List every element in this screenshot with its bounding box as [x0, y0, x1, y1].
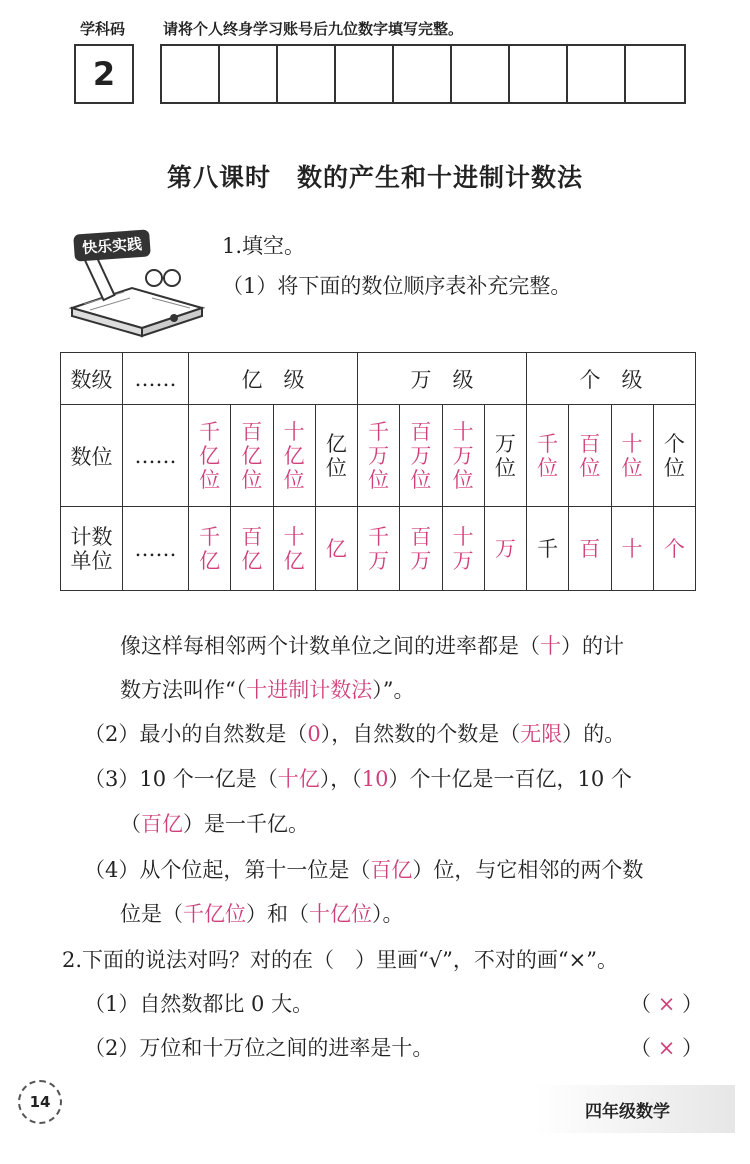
unit-cell: 十万 — [442, 507, 484, 591]
q2-label: 2.下面的说法对吗？对的在（ ）里画“√”，不对的画“×”。 — [62, 948, 618, 972]
q2-item-2-answer[interactable]: （ × ） — [630, 1036, 703, 1060]
q2-item-1-answer[interactable]: （ × ） — [630, 992, 703, 1016]
digit-box[interactable] — [510, 46, 568, 102]
ellipsis-cell: …… — [123, 507, 189, 591]
unit-cell: 千 — [527, 507, 569, 591]
position-cell: 百亿位 — [231, 405, 273, 507]
position-cell: 千位 — [527, 405, 569, 507]
level-cell: 万 级 — [358, 353, 527, 405]
ellipsis-cell: …… — [123, 353, 189, 405]
position-cell: 十亿位 — [273, 405, 315, 507]
account-digit-boxes[interactable] — [160, 44, 686, 104]
row-label: 数位 — [61, 405, 123, 507]
row-label: 数级 — [61, 353, 123, 405]
place-value-table — [60, 352, 696, 591]
digit-box[interactable] — [162, 46, 220, 102]
position-cell: 十万位 — [442, 405, 484, 507]
row-label: 计数单位 — [61, 507, 123, 591]
q2-item-2: （2）万位和十万位之间的进率是十。 — [84, 1036, 434, 1060]
position-cell: 百万位 — [400, 405, 442, 507]
position-cell: 亿位 — [315, 405, 357, 507]
digit-box[interactable] — [568, 46, 626, 102]
q1-sub1-text: （1）将下面的数位顺序表补充完整。 — [222, 274, 572, 298]
answer-smallest-natural[interactable]: 0 — [307, 722, 321, 746]
digit-box[interactable] — [394, 46, 452, 102]
q1-sub4-line1: （4）从个位起，第十一位是（百亿）位，与它相邻的两个数 — [84, 858, 644, 882]
unit-cell: 千亿 — [189, 507, 231, 591]
page-number: 14 — [18, 1080, 62, 1124]
digit-box[interactable] — [336, 46, 394, 102]
table-row — [61, 507, 696, 591]
answer-count[interactable]: 无限 — [520, 722, 563, 746]
q1-sub2: （2）最小的自然数是（0），自然数的个数是（无限）的。 — [84, 722, 626, 746]
unit-cell: 十 — [611, 507, 653, 591]
answer-radix[interactable]: 十 — [540, 634, 561, 658]
answer-ten-yi[interactable]: 十亿 — [277, 767, 320, 791]
answer-neighbor-2[interactable]: 十亿位 — [309, 902, 372, 926]
q1-sub4-line2: 位是（千亿位）和（十亿位）。 — [120, 902, 404, 926]
answer-system-name[interactable]: 十进制计数法 — [246, 678, 373, 702]
unit-cell: 百亿 — [231, 507, 273, 591]
q1-paragraph-line1: 像这样每相邻两个计数单位之间的进率都是（十）的计 — [120, 634, 624, 658]
unit-cell: 十亿 — [273, 507, 315, 591]
position-cell: 千亿位 — [189, 405, 231, 507]
section-badge: 快乐实践 — [73, 229, 151, 261]
position-cell: 百位 — [569, 405, 611, 507]
instruction-text: 请将个人终身学习账号后九位数字填写完整。 — [163, 20, 464, 38]
q2-item-1: （1）自然数都比 0 大。 — [84, 992, 314, 1016]
unit-cell: 百 — [569, 507, 611, 591]
ellipsis-cell: …… — [123, 405, 189, 507]
unit-cell: 亿 — [315, 507, 357, 591]
position-cell: 十位 — [611, 405, 653, 507]
q1-sub3-line2: （百亿）是一千亿。 — [120, 812, 309, 836]
unit-cell: 个 — [653, 507, 695, 591]
answer-hundred-yi[interactable]: 百亿 — [141, 812, 183, 836]
subject-code-box — [74, 44, 134, 104]
digit-box[interactable] — [278, 46, 336, 102]
answer-neighbor-1[interactable]: 千亿位 — [183, 902, 246, 926]
grade-label: 四年级数学 — [535, 1085, 735, 1133]
lesson-title: 第八课时 数的产生和十进制计数法 — [166, 163, 583, 192]
position-cell: 万位 — [484, 405, 526, 507]
level-cell: 个 级 — [527, 353, 696, 405]
position-cell: 千万位 — [358, 405, 400, 507]
q1-sub3-line1: （3）10 个一亿是（十亿），（10）个十亿是一百亿，10 个 — [84, 767, 632, 791]
table-row — [61, 405, 696, 507]
q1-label: 1.填空。 — [222, 234, 306, 258]
q1-paragraph-line2: 数方法叫作“（十进制计数法）”。 — [120, 678, 415, 702]
table-row — [61, 353, 696, 405]
digit-box[interactable] — [220, 46, 278, 102]
digit-box[interactable] — [452, 46, 510, 102]
answer-ten[interactable]: 10 — [361, 767, 389, 791]
unit-cell: 千万 — [358, 507, 400, 591]
digit-box[interactable] — [626, 46, 684, 102]
position-cell: 个位 — [653, 405, 695, 507]
subject-code: 2 — [92, 55, 116, 93]
unit-cell: 百万 — [400, 507, 442, 591]
answer-eleventh-place[interactable]: 百亿 — [370, 858, 413, 882]
unit-cell: 万 — [484, 507, 526, 591]
subject-code-label: 学科码 — [80, 20, 126, 38]
level-cell: 亿 级 — [189, 353, 358, 405]
